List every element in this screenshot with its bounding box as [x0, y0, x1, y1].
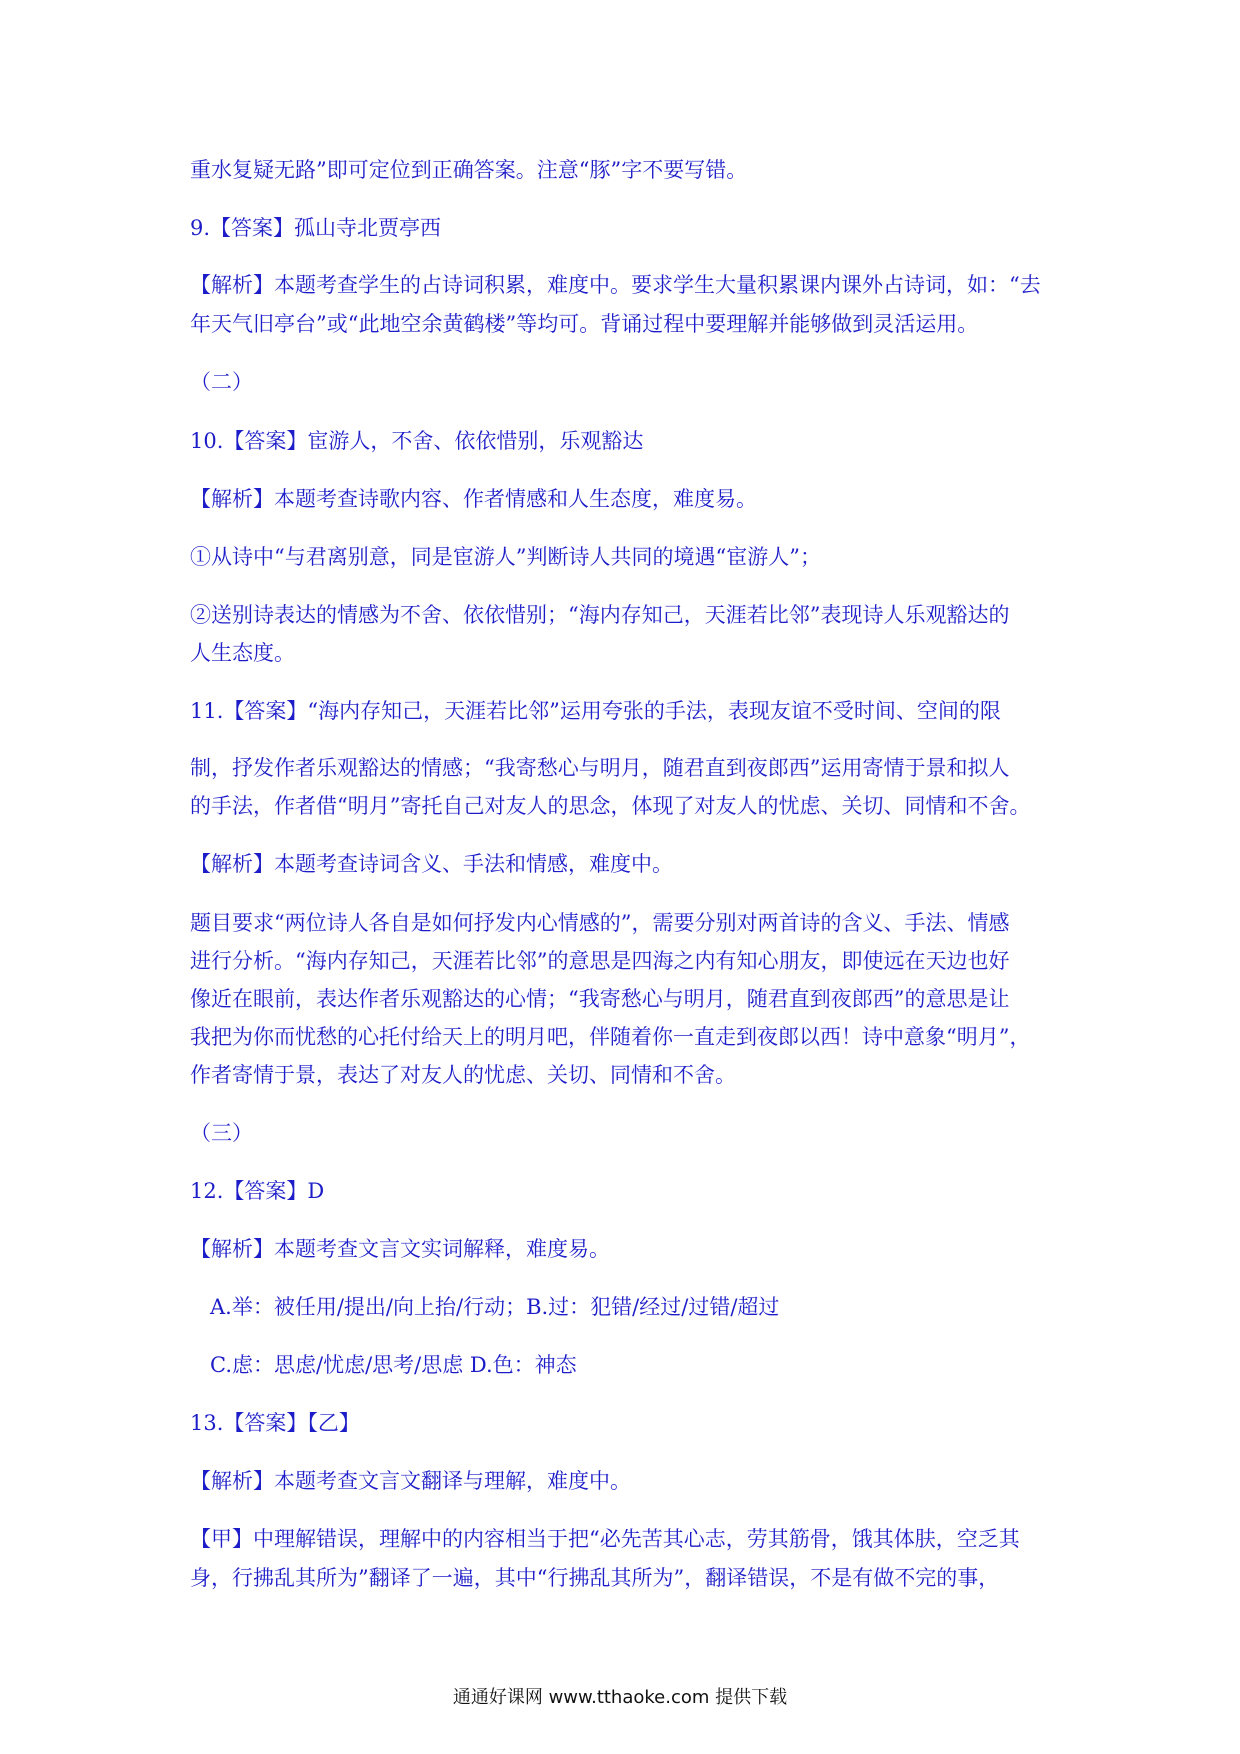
text-line: 【解析】本题考查文言文翻译与理解，难度中。 — [190, 1469, 631, 1493]
text-line: A.举：被任用/提出/向上抬/行动；B.过：犯错/经过/过错/超过 — [210, 1295, 780, 1319]
text-line: 的手法，作者借“明月”寄托自己对友人的思念，体现了对友人的忧虑、关切、同情和不舍。 — [190, 794, 1031, 818]
text-line: 【解析】本题考查文言文实词解释，难度易。 — [190, 1237, 610, 1261]
text-line: 人生态度。 — [190, 641, 295, 665]
text-line: 年天气旧亭台”或“此地空余黄鹤楼”等均可。背诵过程中要理解并能够做到灵活运用。 — [190, 312, 979, 336]
section-heading: （三） — [190, 1121, 253, 1145]
text-line: 【解析】本题考查学生的占诗词积累，难度中。要求学生大量积累课内课外占诗词，如：“去 — [190, 273, 1041, 297]
text-line: 【甲】中理解错误，理解中的内容相当于把“必先苦其心志，劳其筋骨，饿其体肤，空乏其 — [190, 1527, 1020, 1551]
text-line: 【解析】本题考查诗歌内容、作者情感和人生态度，难度易。 — [190, 487, 757, 511]
text-line: ②送别诗表达的情感为不舍、依依惜别；“海内存知己，天涯若比邻”表现诗人乐观豁达的 — [190, 603, 1010, 627]
text-line: 制，抒发作者乐观豁达的情感；“我寄愁心与明月，随君直到夜郎西”运用寄情于景和拟人 — [190, 756, 1010, 780]
text-line: 【解析】本题考查诗词含义、手法和情感，难度中。 — [190, 852, 673, 876]
text-line: 身，行拂乱其所为”翻译了一遍，其中“行拂乱其所为”，翻译错误，不是有做不完的事， — [190, 1566, 1000, 1590]
text-line: 作者寄情于景，表达了对友人的忧虑、关切、同情和不舍。 — [190, 1063, 736, 1087]
text-line: ①从诗中“与君离别意，同是宦游人”判断诗人共同的境遇“宦游人”； — [190, 545, 821, 569]
page-footer: 通通好课网 www.tthaoke.com 提供下载 — [452, 1687, 788, 1708]
answer-10: 10.【答案】宦游人，不舍、依依惜别，乐观豁达 — [190, 429, 644, 453]
text-line: 题目要求“两位诗人各自是如何抒发内心情感的”，需要分别对两首诗的含义、手法、情感 — [190, 911, 1010, 935]
answer-9: 9.【答案】孤山寺北贾亭西 — [190, 216, 442, 240]
answer-13: 13.【答案】【乙】 — [190, 1411, 360, 1435]
text-line: 像近在眼前，表达作者乐观豁达的心情；“我寄愁心与明月，随君直到夜郎西”的意思是让 — [190, 987, 1010, 1011]
text-line: 重水复疑无路”即可定位到正确答案。注意“豚”字不要写错。 — [190, 158, 748, 182]
text-line: C.虑：思虑/忧虑/思考/思虑 D.色：神态 — [210, 1353, 577, 1377]
text-line: 进行分析。“海内存知己，天涯若比邻”的意思是四海之内有知心朋友，即使远在天边也好 — [190, 949, 1010, 973]
answer-12: 12.【答案】D — [190, 1179, 325, 1203]
section-heading: （二） — [190, 370, 253, 394]
answer-11: 11.【答案】“海内存知己，天涯若比邻”运用夸张的手法，表现友谊不受时间、空间的限 — [190, 699, 1001, 723]
text-line: 我把为你而忧愁的心托付给天上的明月吧，伴随着你一直走到夜郎以西！诗中意象“明月”， — [190, 1025, 1031, 1049]
